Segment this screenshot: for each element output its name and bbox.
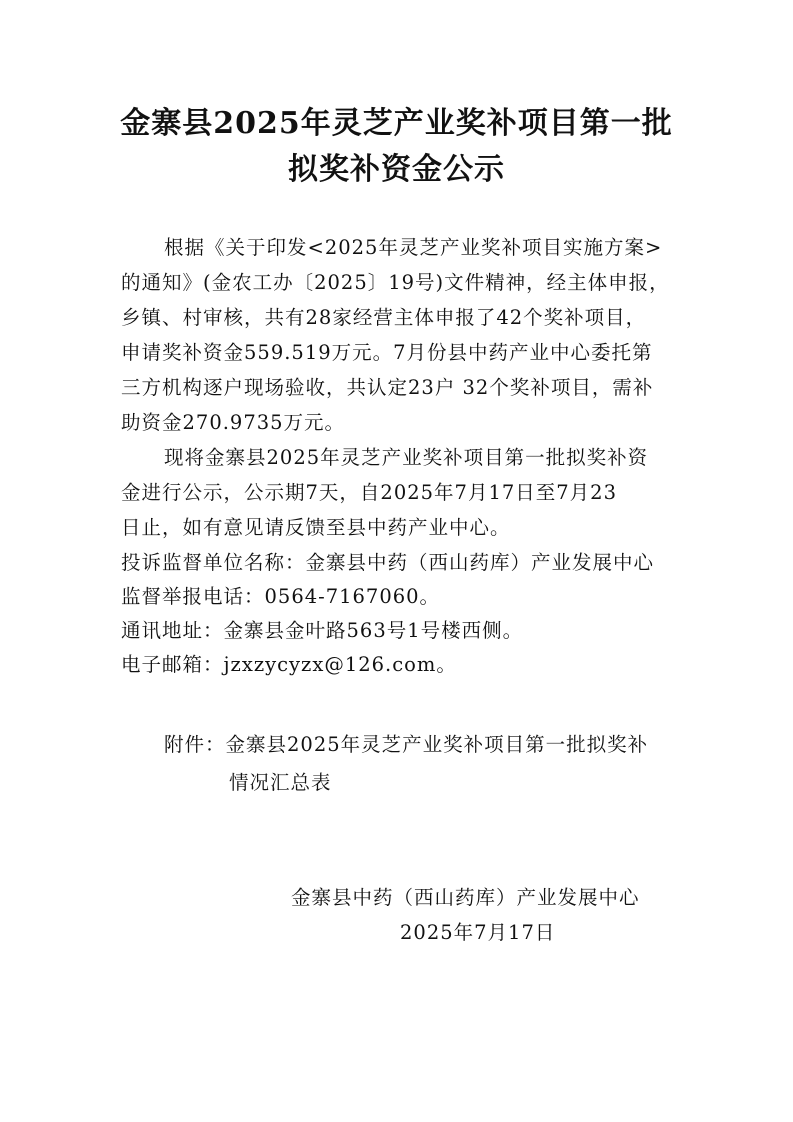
attachment-line-2: 情况汇总表: [229, 771, 332, 794]
hotline-line: 监督举报电话：0564-7167060。: [121, 585, 441, 608]
paragraph-1-line-4: 申请奖补资金559.519万元。7月份县中药产业中心委托第: [121, 341, 653, 364]
document-title-line-2: 拟奖补资金公示: [288, 152, 505, 187]
signature-date: 2025年7月17日: [400, 921, 556, 944]
paragraph-2-line-3: 日止，如有意见请反馈至县中药产业中心。: [121, 516, 511, 539]
paragraph-1-line-3: 乡镇、村审核，共有28家经营主体申报了42个奖补项目，: [121, 306, 647, 329]
paragraph-1-line-6: 助资金270.9735万元。: [121, 411, 346, 434]
paragraph-1-line-2: 的通知》(金农工办〔2025〕19号)文件精神，经主体申报，: [121, 271, 670, 294]
paragraph-1-line-1: 根据《关于印发<2025年灵芝产业奖补项目实施方案>: [164, 236, 663, 259]
paragraph-2-line-2: 金进行公示，公示期7天，自2025年7月17日至7月23: [121, 481, 617, 504]
attachment-line-1: 附件：金寨县2025年灵芝产业奖补项目第一批拟奖补: [164, 733, 649, 756]
document-title-line-1: 金寨县2025年灵芝产业奖补项目第一批: [120, 106, 673, 141]
signature-organization: 金寨县中药（西山药库）产业发展中心: [291, 886, 640, 909]
address-line: 通讯地址：金寨县金叶路563号1号楼西侧。: [121, 619, 524, 642]
email-line: 电子邮箱：jzxzycyzx@126.com。: [121, 653, 457, 676]
complaint-unit-line: 投诉监督单位名称：金寨县中药（西山药库）产业发展中心: [121, 551, 655, 574]
paragraph-2-line-1: 现将金寨县2025年灵芝产业奖补项目第一批拟奖补资: [164, 446, 649, 469]
paragraph-1-line-5: 三方机构逐户现场验收，共认定23户 32个奖补项目，需补: [121, 376, 654, 399]
